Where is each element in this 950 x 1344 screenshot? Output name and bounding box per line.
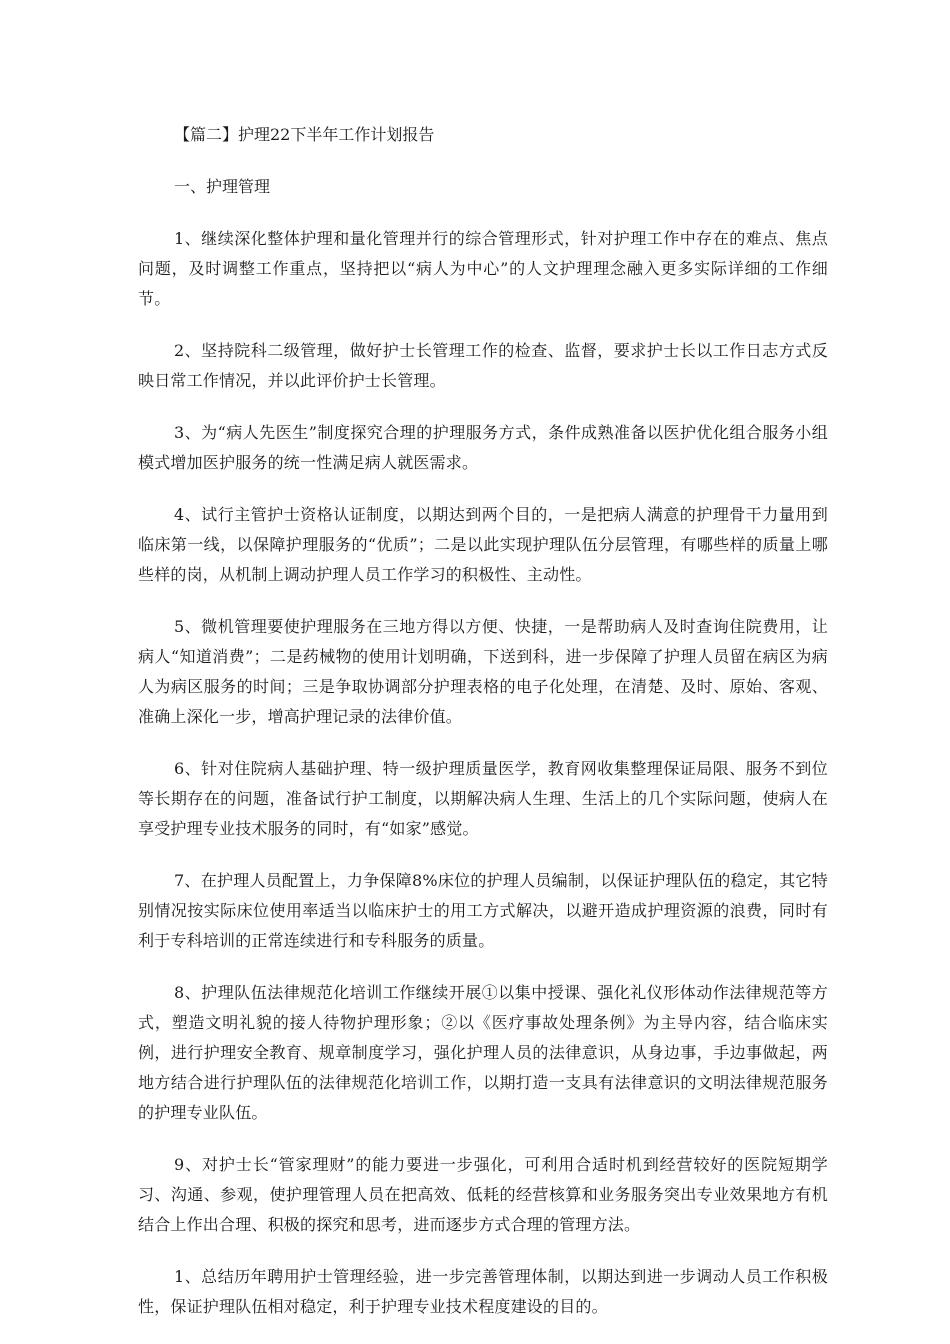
document-title: 【篇二】护理22下半年工作计划报告 [174, 125, 435, 144]
paragraph-5: 5、微机管理要使护理服务在三地方得以方便、快捷，一是帮助病人及时查询住院费用，让病人“知道消费”；二是药械物的使用计划明确，下送到科，进一步保障了护理人员留在病区为病人为病区服务的时间；三是争取协调部分护理表格的电子化处理，在清楚、及时、原始、客观、准确上深化一步，增高护理记录的法律价值。 [138, 617, 828, 726]
paragraph-8: 8、护理队伍法律规范化培训工作继续开展①以集中授课、强化礼仪形体动作法律规范等方式，塑造文明礼貌的接人待物护理形象；②以《医疗事故处理条例》为主导内容，结合临床实例，进行护理安全教育、规章制度学习，强化护理人员的法律意识，从身边事，手边事做起，两地方结合进行护理队伍的法律规范化培训工作，以期打造一支具有法律意识的文明法律规范服务的护理专业队伍。 [138, 983, 828, 1122]
paragraph-6: 6、针对住院病人基础护理、特一级护理质量医学，教育网收集整理保证局限、服务不到位等长期存在的问题，准备试行护工制度，以期解决病人生理、生活上的几个实际问题，使病人在享受护理专业技术服务的同时，有“如家”感觉。 [138, 759, 828, 838]
paragraph-4: 4、试行主管护士资格认证制度，以期达到两个目的，一是把病人满意的护理骨干力量用到临床第一线，以保障护理服务的“优质”；二是以此实现护理队伍分层管理，有哪些样的质量上哪些样的岗，从机制上调动护理人员工作学习的积极性、主动性。 [138, 505, 828, 584]
paragraph-10: 1、总结历年聘用护士管理经验，进一步完善管理体制，以期达到进一步调动人员工作积极性，保证护理队伍相对稳定，利于护理专业技术程度建设的目的。 [138, 1267, 828, 1316]
paragraph-1: 1、继续深化整体护理和量化管理并行的综合管理形式，针对护理工作中存在的难点、焦点问题，及时调整工作重点，坚持把以“病人为中心”的人文护理理念融入更多实际详细的工作细节。 [138, 229, 828, 308]
paragraph-2: 2、坚持院科二级管理，做好护士长管理工作的检查、监督，要求护士长以工作日志方式反映日常工作情况，并以此评价护士长管理。 [138, 341, 828, 390]
paragraph-9: 9、对护士长“管家理财”的能力要进一步强化，可利用合适时机到经营较好的医院短期学习、沟通、参观，使护理管理人员在把高效、低耗的经营核算和业务服务突出专业效果地方有机结合上作出合理、积极的探究和思考，进而逐步方式合理的管理方法。 [138, 1155, 828, 1234]
paragraph-7: 7、在护理人员配置上，力争保障8%床位的护理人员编制，以保证护理队伍的稳定，其它特别情况按实际床位使用率适当以临床护士的用工方式解决，以避开造成护理资源的浪费，同时有利于专科培训的正常连续进行和专科服务的质量。 [138, 871, 828, 950]
section-heading: 一、护理管理 [174, 177, 271, 196]
paragraph-3: 3、为“病人先医生”制度探究合理的护理服务方式，条件成熟准备以医护优化组合服务小组模式增加医护服务的统一性满足病人就医需求。 [138, 423, 828, 472]
document-page [138, 120, 828, 1344]
